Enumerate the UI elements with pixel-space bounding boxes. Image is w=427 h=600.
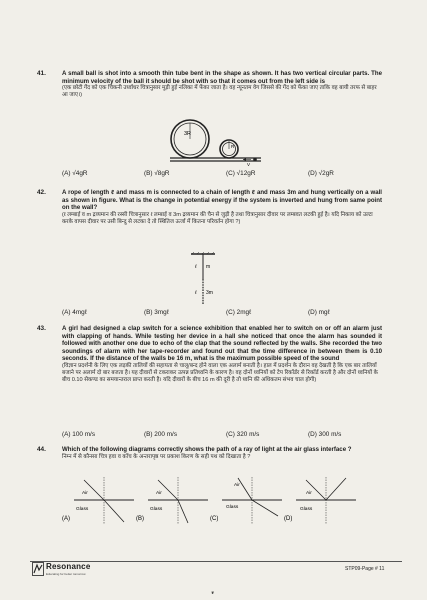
question-number: 41.: [37, 70, 46, 77]
glass-label: Glass: [226, 505, 239, 510]
refracted-ray: [104, 500, 124, 522]
bottom-mark: ❦: [211, 590, 215, 595]
brand-tagline: Educating for better tomorrow: [46, 572, 86, 576]
brand-name: Resonance: [46, 562, 91, 571]
air-label: Air: [234, 483, 240, 488]
option-a[interactable]: (A) 4mgℓ: [62, 309, 87, 316]
ray-diagram-a[interactable]: [62, 472, 140, 528]
question-number: 44.: [37, 446, 46, 453]
question-number: 43.: [37, 325, 46, 332]
incident-ray: [238, 478, 252, 500]
glass-label: Glass: [300, 507, 313, 512]
question-text: A rope of length ℓ and mass m is connected to a chain of length ℓ and mass 3m and hung vertically on a wall as shown in figure. What is the change in potential energy if the system is inverted and hung from same point on the wall?: [62, 189, 382, 212]
air-label: Air: [156, 491, 162, 496]
chain-mass-label: 3m: [206, 290, 213, 296]
rope-length-label: ℓ: [195, 264, 197, 270]
question-text-hindi: (एक छोटी गेंद को एक चिकनी उर्ध्वाधर चित्रानुसार मुड़ी हुई नलिका में फेंका जाता है। वह न्यूनतम वेग जिससे की गेंद को फेंका जाए ताकि वह बायी तरफ से बाहर आ जाए।): [62, 85, 377, 99]
option-a[interactable]: (A) √4gR: [62, 170, 88, 177]
option-b[interactable]: (B) 3mgℓ: [144, 309, 169, 316]
rope-mass-label: m: [206, 264, 211, 270]
question-text-hindi: निम्न में से कौनसा चित्र हवा व काँच के अन्तरापृष्ठ पर प्रकाश किरण के सही पथ को दिखाता है ?: [62, 453, 251, 460]
question-43: [37, 325, 382, 385]
air-label: Air: [82, 491, 88, 496]
question-text-hindi: (ℓ लम्बाई व m द्रव्यमान की रस्सी चित्रानुसार ℓ लम्बाई व 3m द्रव्यमान की चैन से जुड़ी है तथा चित्रानुसार दीवार पर लम्बवत लटकी हुई है। यदि निकाय को उल्टा करके वापस दीवार पर उसी बिन्दु से लटका दे तो स्थितिज ऊर्जा में कितना परिवर्तन होगा ?): [62, 211, 373, 225]
option-d[interactable]: (D) √2gR: [308, 170, 334, 177]
option-label: (A): [62, 516, 70, 522]
reflected-ray: [326, 478, 346, 500]
question-text: Which of the following diagrams correctly shows the path of a ray of light at the air glass interface ?: [62, 446, 352, 453]
incident-ray: [306, 480, 326, 500]
ray-diagram-c[interactable]: [210, 472, 288, 528]
ray-diagram-d[interactable]: [284, 472, 362, 528]
incident-ray: [158, 480, 178, 500]
resonance-logo-icon: [32, 562, 44, 576]
q42-rope-chain-figure: [185, 252, 225, 308]
option-c[interactable]: (C) 2mgℓ: [226, 309, 252, 316]
glass-label: Glass: [76, 507, 89, 512]
option-label: (C): [210, 516, 219, 522]
option-d[interactable]: (D) mgℓ: [308, 309, 330, 316]
option-c[interactable]: (C) √12gR: [226, 170, 256, 177]
option-label: (D): [284, 516, 293, 522]
incident-ray: [84, 480, 104, 500]
chain-length-label: ℓ: [195, 290, 197, 296]
velocity-label: V: [247, 162, 251, 166]
option-d[interactable]: (D) 300 m/s: [308, 431, 342, 438]
option-b[interactable]: (B) √8gR: [144, 170, 170, 177]
glass-label: Glass: [150, 507, 163, 512]
ball: [253, 158, 257, 162]
big-radius-label: 3R: [184, 131, 192, 137]
option-label: (B): [136, 516, 144, 522]
page-number: STP09-Page # 11: [345, 566, 385, 572]
question-text: A small ball is shot into a smooth thin tube bent in the shape as shown. It has two vertical circular parts. The minimum velocity of the ball it should be shot with so that it comes out from the left side is: [62, 70, 382, 85]
q41-tube-figure: [165, 118, 275, 166]
question-text: A girl had designed a clap switch for a science exhibition that enabled her to switch on or off an alarm just with clapping of hands. While testing her device in a hall she noticed that once the alarm has sounded it followed with another one due to echo of the clap that the sound reflected by the walls. She recorded the two soundings of alarm with her tape-recorder and found out that the time difference in between them is 0.10 seconds. If the distance of the walls be 16 m, what is the maximum possible speed of the sound: [62, 325, 382, 363]
option-c[interactable]: (C) 320 m/s: [226, 431, 260, 438]
option-a[interactable]: (A) 100 m/s: [62, 431, 96, 438]
option-b[interactable]: (B) 200 m/s: [144, 431, 178, 438]
small-radius-label: R: [231, 144, 235, 149]
question-number: 42.: [37, 189, 46, 196]
ray-diagram-b[interactable]: [136, 472, 214, 528]
question-41: [37, 70, 382, 100]
question-44: [37, 446, 382, 461]
question-42: [37, 189, 382, 226]
air-label: Air: [306, 491, 312, 496]
question-text-hindi: (विज्ञान प्रदर्शनी के लिए एक लड़की तालियों की सहायता से चालू/बन्द होने वाला एक अलार्म बनाती है। हाल में प्रदर्शन के दौरान वह देखती है कि एक बार तालियाँ बजाने पर अलार्म दो बार बजता है। यह दीवारों से टकराकर उत्पन्न प्रतिध्वनि के कारण है। वह दोनों ध्वनियों को टेप रिकॉर्डर से रिकॉर्ड करती है और दोनों ध्वनियों के बीच 0.10 सेकण्ड का समयान्तराल प्राप्त करती है। यदि दीवारों के बीच 16 m की दूरी है तो ध्वनि की अधिकतम संभव चाल होगी): [62, 362, 378, 384]
refracted-ray: [178, 500, 188, 523]
refracted-ray: [252, 500, 278, 516]
